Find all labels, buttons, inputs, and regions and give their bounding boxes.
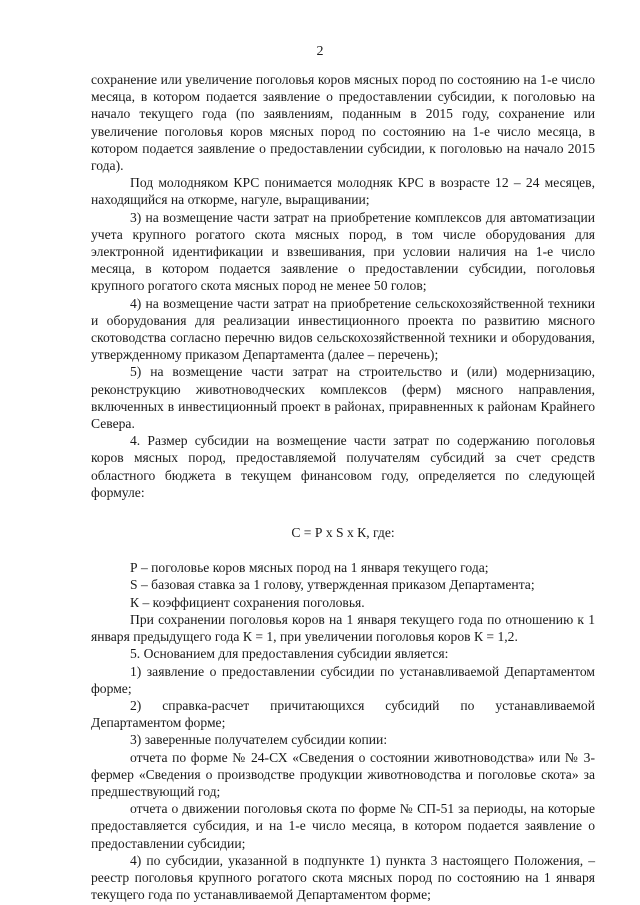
paragraph-k-values: При сохранении поголовья коров на 1 января текущего года по отношению к 1 января предыдущего года К = 1, при увеличении поголовья коров К = 1,2.: [91, 611, 595, 645]
definition-k: К – коэффициент сохранения поголовья.: [130, 594, 365, 610]
paragraph-young-cattle-definition: Под молодняком КРС понимается молодняк КРС в возрасте 12 – 24 месяцев, находящийся на откорме, нагуле, выращивании;: [91, 175, 595, 208]
list-item-registry: 4) по субсидии, указанной в подпункте 1) пункта 3 настоящего Положения, – реестр поголовья крупного рогатого скота мясных пород по состоянию на 1 января текущего года по устанавливаемой Департаментом форме;: [91, 852, 595, 903]
list-item-report-sp-51: отчета о движении поголовья скота по форме № СП-51 за периоды, на которые предоставляется субсидия, и на 1-е число месяца, в котором подается заявление о предоставлении субсидии;: [91, 801, 595, 851]
paragraph-item-5: 5) на возмещение части затрат на строительство и (или) модернизацию, реконструкцию животноводческих комплексов (ферм) мясного направления, включенных в инвестиционный проект в районах, приравненных к районам Крайнего Севера.: [91, 364, 595, 432]
page-number: 2: [316, 44, 324, 59]
definition-s: S – базовая ставка за 1 голову, утвержденная приказом Департамента;: [130, 577, 535, 593]
definition-p: Р – поголовье коров мясных пород на 1 января текущего года;: [130, 560, 489, 576]
list-item-calculation: 2) справка-расчет причитающихся субсидий по устанавливаемой Департаментом форме;: [91, 697, 595, 731]
paragraph-section-5: 5. Основанием для предоставления субсидии является:: [130, 646, 449, 662]
paragraph-continuation: сохранение или увеличение поголовья коров мясных пород по состоянию на 1-е число месяца, в котором подается заявление о предоставлении субсидии, к поголовью на начало текущего года (по заявлениям, поданным в 2015 году, сохранение или увеличение поголовья коров мясных пород по состоянию на 1-е число месяца, в котором подается заявление о предоставлении субсидии, к поголовью на начало 2015 года).: [91, 72, 595, 174]
paragraph-item-3: 3) на возмещение части затрат на приобретение комплексов для автоматизации учета крупного рогатого скота мясных пород, в том числе оборудования для электронной идентификации и взвешивания, при условии наличия на 1-е число месяца, в котором подается заявление о предоставлении субсидии, поголовья крупного рогатого скота мясных пород не менее 50 голов;: [91, 209, 595, 294]
document-body: [91, 71, 595, 903]
list-item-application: 1) заявление о предоставлении субсидии по устанавливаемой Департаментом форме;: [91, 663, 595, 696]
paragraph-item-4: 4) на возмещение части затрат на приобретение сельскохозяйственной техники и оборудования для реализации инвестиционного проекта по развитию мясного скотоводства согласно перечню видов сельскохозяйственной техники и оборудования, утвержденному приказом Департамента (далее – перечень);: [91, 295, 595, 363]
list-item-certified-copies: 3) заверенные получателем субсидии копии:: [130, 732, 388, 748]
subsidy-formula: С = Р х S х К, где:: [291, 525, 395, 541]
paragraph-section-4: 4. Размер субсидии на возмещение части затрат по содержанию поголовья коров мясных пород, предоставляемой получателям субсидий за счет средств областного бюджета в текущем финансовом году, определяется по следующей формуле:: [91, 433, 595, 500]
list-item-report-24-sh: отчета по форме № 24-СХ «Сведения о состоянии животноводства» или № 3-фермер «Сведения о производстве продукции животноводства и поголовье скота» за предшествующий год;: [91, 749, 595, 799]
